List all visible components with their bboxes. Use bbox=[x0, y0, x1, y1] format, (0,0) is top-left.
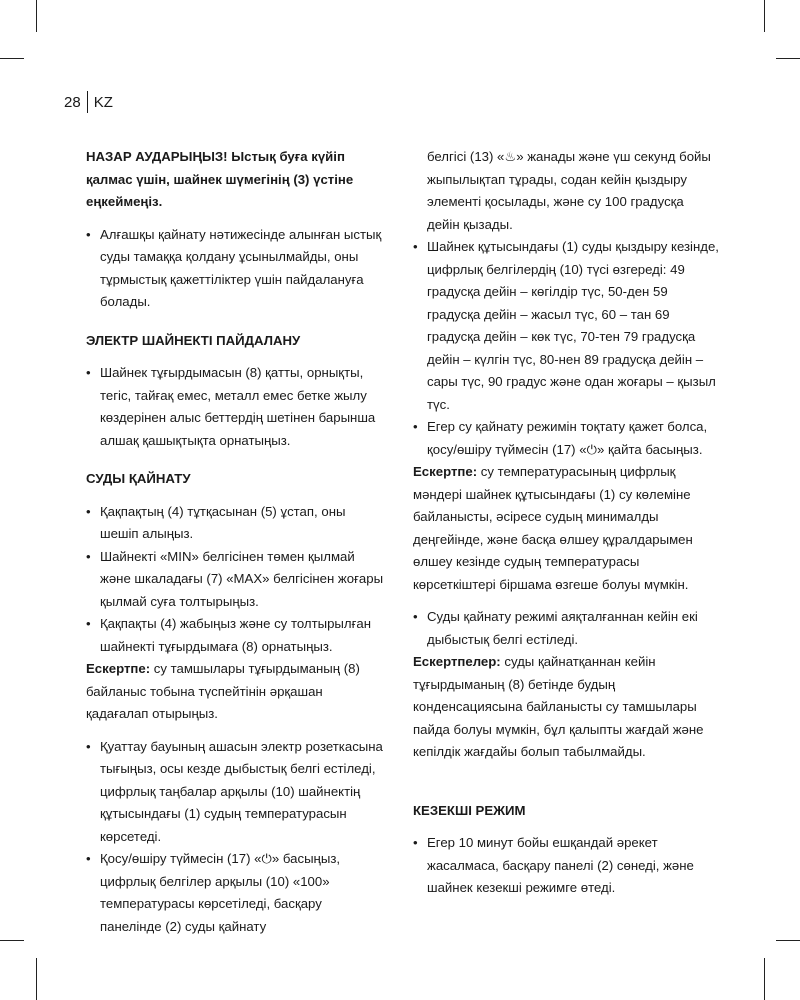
list-item: • Қақпақтың (4) тұтқасынан (5) ұстап, оны шешіп алыңыз. bbox=[86, 501, 386, 546]
section-heading-standby: КЕЗЕКШІ РЕЖИМ bbox=[413, 802, 526, 818]
crop-mark bbox=[764, 0, 765, 32]
note-paragraph bbox=[413, 651, 720, 764]
crop-mark bbox=[0, 58, 24, 59]
crop-mark bbox=[776, 58, 800, 59]
list-item: • Егер су қайнату режимін тоқтату қажет болса, қосу/өшіру түймесін (17) «⏻» қайта басыңыз. bbox=[413, 416, 720, 461]
list-item: • Қуаттау бауының ашасын электр розеткасына тығыңыз, осы кезде дыбыстық белгі естіледі, цифрлық таңбалар арқылы (10) шайнектің құтысындағы (1) судың температурасын көрсетеді. bbox=[86, 736, 386, 849]
note-label: Ескертпелер: bbox=[413, 654, 501, 669]
note-text: суды қайнатқаннан кейін тұғырдыманың (8) бетінде будың конденсациясына байланысты су тамшылары пайда болуы мүмкін, бұл қалыпты жағдай және кепілдік жағдайы болып табылмайды. bbox=[413, 654, 704, 759]
list-item: • Егер 10 минут бойы ешқандай әрекет жасалмаса, басқару панелі (2) сөнеді, және шайнек кезекші режимге өтеді. bbox=[413, 832, 720, 900]
section-heading-use: ЭЛЕКТР ШАЙНЕКТІ ПАЙДАЛАНУ bbox=[86, 332, 301, 348]
section-heading-boil: СУДЫ ҚАЙНАТУ bbox=[86, 471, 191, 486]
heating-list bbox=[413, 236, 720, 461]
list-item: • Қосу/өшіру түймесін (17) «⏻» басыңыз, цифрлық белгілер арқылы (10) «100» температурасы көрсетіледі, басқару панелінде (2) суды қайнату bbox=[86, 848, 386, 938]
note-paragraph bbox=[86, 658, 386, 726]
list-item: • Суды қайнату режимі аяқталғаннан кейін екі дыбыстық белгі естіледі. bbox=[413, 606, 720, 651]
left-column bbox=[86, 146, 386, 938]
note-text: су температурасының цифрлық мәндері шайнек құтысындағы (1) су көлеміне байланысты, әсіресе судың минималды деңгейінде, және басқа өлшеу құралдарымен өлшеу кезінде судың температурасы көрсеткіштері біршама өзгеше болуы мүмкін. bbox=[413, 464, 693, 592]
use-list bbox=[86, 362, 386, 452]
warning-text: НАЗАР АУДАРЫҢЫЗ! Ыстық буға күйіп қалмас үшін, шайнек шүмегінің (3) үстіне еңкеймеңіз. bbox=[86, 149, 354, 209]
finish-list bbox=[413, 606, 720, 651]
header-divider bbox=[87, 91, 88, 113]
note-paragraph bbox=[413, 461, 720, 596]
boil-list-continued bbox=[86, 736, 386, 939]
boil-list bbox=[86, 501, 386, 659]
standby-list bbox=[413, 832, 720, 900]
list-item: • Қақпақты (4) жабыңыз және су толтырылған шайнекті тұғырдымаға (8) орнатыңыз. bbox=[86, 613, 386, 658]
crop-mark bbox=[36, 0, 37, 32]
warning-list bbox=[86, 224, 386, 314]
language-code: KZ bbox=[93, 93, 113, 111]
list-item: • Шайнек тұғырдымасын (8) қатты, орнықты, тегіс, тайғақ емес, металл емес бетке жылу көздерінен алыс беттердің шетінен барынша алшақ қашықтықта орнатыңыз. bbox=[86, 362, 386, 452]
page-header bbox=[64, 90, 113, 114]
list-item: • Шайнекті «MIN» белгісінен төмен қылмай және шкаладағы (7) «MAX» белгісінен жоғары қылмай суға толтырыңыз. bbox=[86, 546, 386, 614]
continued-text: белгісі (13) «♨» жанады және үш секунд бойы жыпылықтап тұрады, содан кейін қыздыру элементі қосылады, және су 100 градусқа дейін қызады. bbox=[427, 149, 711, 232]
note-text: су тамшылары тұғырдыманың (8) байланыс тобына түспейтінін әрқашан қадағалап отырыңыз. bbox=[86, 661, 360, 721]
crop-mark bbox=[764, 958, 765, 1000]
crop-mark bbox=[0, 940, 24, 941]
list-item: • Алғашқы қайнату нәтижесінде алынған ыстық суды тамаққа қолдану ұсынылмайды, оны тұрмыстық қажеттіліктер үшін пайдалануға болады. bbox=[86, 224, 386, 314]
crop-mark bbox=[776, 940, 800, 941]
right-column bbox=[413, 146, 720, 900]
list-item: • Шайнек құтысындағы (1) суды қыздыру кезінде, цифрлық белгілердің (10) түсі өзгереді: 49 градусқа дейін – көгілдір түс, 50-ден 59 градусқа дейін – жасыл түс, 60 – тан 69 градусқа дейін – көк түс, 70-тен 79 градусқа дейін – күлгін түс, 80-нен 89 градусқа дейін – сары түс, 90 градус және одан жоғары – қызыл түс. bbox=[413, 236, 720, 416]
note-label: Ескертпе: bbox=[86, 661, 151, 676]
crop-mark bbox=[36, 958, 37, 1000]
page-number: 28 bbox=[64, 93, 81, 111]
note-label: Ескертпе: bbox=[413, 464, 478, 479]
